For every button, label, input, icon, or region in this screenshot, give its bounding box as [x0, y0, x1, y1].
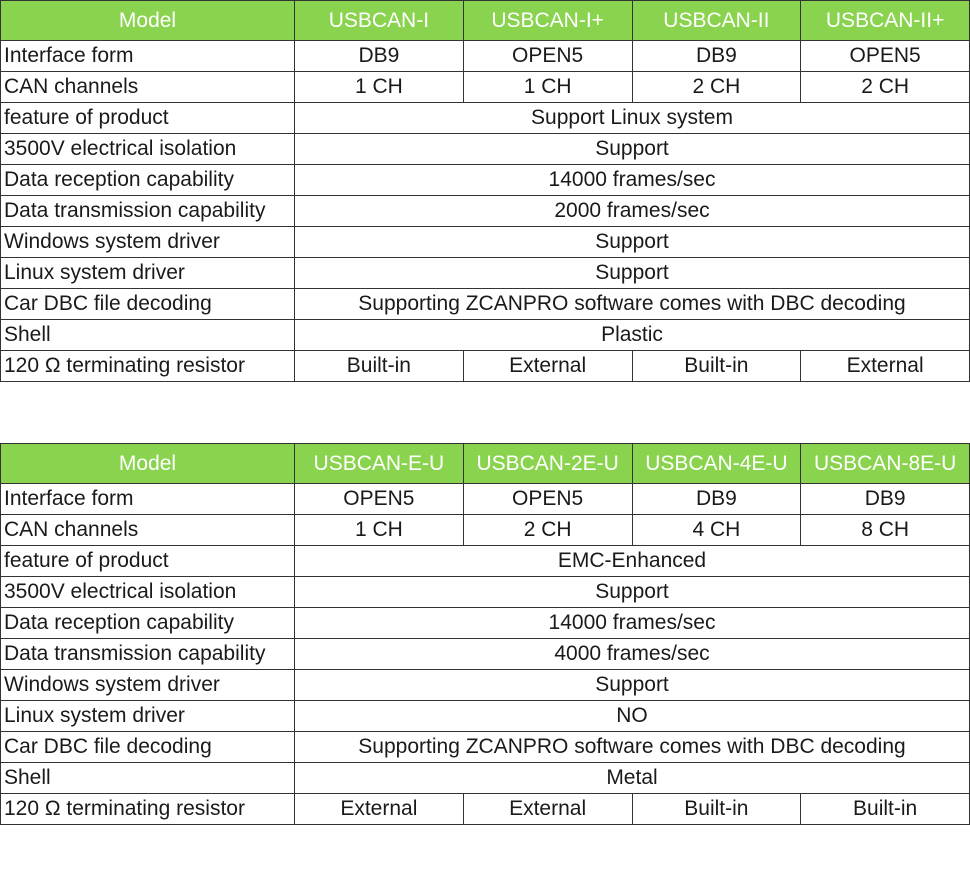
table-cell-span: 14000 frames/sec [295, 608, 970, 639]
table-cell: 2 CH [801, 72, 970, 103]
table-cell: OPEN5 [801, 41, 970, 72]
table-row [1, 515, 970, 546]
table-row [1, 732, 970, 763]
table-cell: DB9 [632, 41, 801, 72]
row-label: CAN channels [1, 72, 295, 103]
row-label: Car DBC file decoding [1, 289, 295, 320]
header-row [1, 1, 970, 41]
table-row [1, 484, 970, 515]
table-cell: Built-in [295, 351, 464, 382]
row-label: Shell [1, 763, 295, 794]
table-row [1, 41, 970, 72]
table-cell: DB9 [632, 484, 801, 515]
table-row [1, 639, 970, 670]
row-label: Windows system driver [1, 227, 295, 258]
table-row [1, 351, 970, 382]
header-cell-model-3: USBCAN-II [632, 1, 801, 41]
table-cell: DB9 [295, 41, 464, 72]
table-cell: OPEN5 [463, 41, 632, 72]
table-row [1, 670, 970, 701]
table-cell-span: NO [295, 701, 970, 732]
table-row [1, 546, 970, 577]
table-cell: Built-in [632, 794, 801, 825]
row-label: CAN channels [1, 515, 295, 546]
table-row [1, 608, 970, 639]
table-cell: DB9 [801, 484, 970, 515]
table-cell: OPEN5 [463, 484, 632, 515]
row-label: Windows system driver [1, 670, 295, 701]
row-label: 120 Ω terminating resistor [1, 351, 295, 382]
row-label: Car DBC file decoding [1, 732, 295, 763]
spec-table-usbcan-2 [0, 443, 970, 825]
table-cell: 8 CH [801, 515, 970, 546]
table-cell: 2 CH [632, 72, 801, 103]
table-cell: External [463, 351, 632, 382]
table-cell: 2 CH [463, 515, 632, 546]
row-label: Linux system driver [1, 258, 295, 289]
table-row [1, 701, 970, 732]
table-cell-span: EMC-Enhanced [295, 546, 970, 577]
row-label: Shell [1, 320, 295, 351]
table-row [1, 196, 970, 227]
row-label: 120 Ω terminating resistor [1, 794, 295, 825]
table-cell: External [295, 794, 464, 825]
table-cell-span: Supporting ZCANPRO software comes with DBC decoding [295, 289, 970, 320]
table-cell-span: Metal [295, 763, 970, 794]
row-label: feature of product [1, 546, 295, 577]
row-label: Data transmission capability [1, 639, 295, 670]
table-row [1, 794, 970, 825]
header-cell-model-3: USBCAN-4E-U [632, 444, 801, 484]
table-row [1, 72, 970, 103]
table-header [1, 444, 970, 484]
row-label: 3500V electrical isolation [1, 577, 295, 608]
header-row [1, 444, 970, 484]
table-cell-span: 2000 frames/sec [295, 196, 970, 227]
header-cell-model-1: USBCAN-I [295, 1, 464, 41]
table-cell: External [801, 351, 970, 382]
header-cell-model-1: USBCAN-E-U [295, 444, 464, 484]
row-label: Data reception capability [1, 608, 295, 639]
row-label: Interface form [1, 484, 295, 515]
table-cell-span: Supporting ZCANPRO software comes with DBC decoding [295, 732, 970, 763]
table-cell-span: Support [295, 134, 970, 165]
row-label: Interface form [1, 41, 295, 72]
spec-table-usbcan-1 [0, 0, 970, 382]
table-row [1, 165, 970, 196]
header-cell-model-4: USBCAN-8E-U [801, 444, 970, 484]
table-cell-span: Plastic [295, 320, 970, 351]
table-cell-span: 4000 frames/sec [295, 639, 970, 670]
table-row [1, 103, 970, 134]
row-label: Data transmission capability [1, 196, 295, 227]
table-cell: 4 CH [632, 515, 801, 546]
header-cell-model: Model [1, 1, 295, 41]
header-cell-model-4: USBCAN-II+ [801, 1, 970, 41]
table-cell-span: 14000 frames/sec [295, 165, 970, 196]
table-cell-span: Support [295, 577, 970, 608]
table-row [1, 320, 970, 351]
table-row [1, 577, 970, 608]
header-cell-model-2: USBCAN-I+ [463, 1, 632, 41]
table-row [1, 763, 970, 794]
row-label: Data reception capability [1, 165, 295, 196]
table-row [1, 289, 970, 320]
table-cell: 1 CH [295, 515, 464, 546]
table-cell: 1 CH [463, 72, 632, 103]
table-cell: Built-in [632, 351, 801, 382]
table-row [1, 258, 970, 289]
table-cell-span: Support [295, 670, 970, 701]
table-cell-span: Support [295, 258, 970, 289]
row-label: Linux system driver [1, 701, 295, 732]
table-cell: OPEN5 [295, 484, 464, 515]
table-cell-span: Support [295, 227, 970, 258]
table-row [1, 134, 970, 165]
table-cell: 1 CH [295, 72, 464, 103]
header-cell-model: Model [1, 444, 295, 484]
row-label: feature of product [1, 103, 295, 134]
table-cell: External [463, 794, 632, 825]
table-cell-span: Support Linux system [295, 103, 970, 134]
header-cell-model-2: USBCAN-2E-U [463, 444, 632, 484]
table-header [1, 1, 970, 41]
table-row [1, 227, 970, 258]
table-cell: Built-in [801, 794, 970, 825]
row-label: 3500V electrical isolation [1, 134, 295, 165]
